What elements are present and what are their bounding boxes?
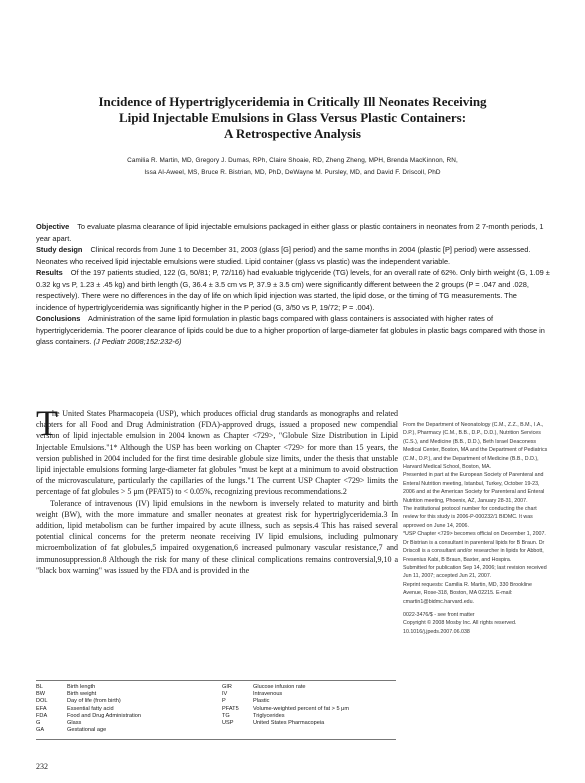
abbreviation-key: BL xyxy=(36,684,43,690)
sidebar-note: The institutional protocol number for conducting the chart review for this study is 2006-P-000232/1 BIDMC. It was approved on June 14, 2006. xyxy=(403,506,537,529)
abstract-design xyxy=(36,244,550,267)
abbreviation-value: Essential fatty acid xyxy=(67,705,114,712)
abbreviation-value: Birth length xyxy=(67,684,96,690)
abbreviation-row xyxy=(36,713,141,720)
abbreviation-row xyxy=(222,706,349,713)
sidebar-note: Presented in part at the European Society of Parenteral and Enteral Nutrition meeting, Istanbul, Turkey, October 19-23, 2006 and at the American Society for Parenteral and Enteral Nutrition meeting, Phoenix, AZ, January 28-31, 2007. xyxy=(403,472,545,504)
abbreviation-value: Glucose infusion rate xyxy=(253,684,306,690)
abbreviation-row xyxy=(222,684,349,691)
abbreviation-key: BW xyxy=(36,691,46,698)
drop-cap: T xyxy=(36,403,58,443)
abstract-objective xyxy=(36,221,550,244)
sidebar-note: Reprint requests: Camilia R. Martin, MD, 330 Brookline Avenue, Rose-318, Boston, MA 02215. E-mail: cmartin1@bidmc.harvard.edu. xyxy=(403,581,532,605)
abbreviation-value: Intravenous xyxy=(253,691,283,698)
abstract xyxy=(36,221,550,348)
sidebar-note: Submitted for publication Sep 14, 2006; last revision received Jun 11, 2007; accepted Jun 21, 2007. xyxy=(403,564,547,580)
sidebar-note: Dr Bistrian is a consultant in parenteral lipids for B Braun. Dr Driscoll is a consultant and/or researcher in lipids for Abbott, Fresenius Kabi, B Braun, Baxter, and Hospira. xyxy=(403,539,545,563)
author-line: Camilia R. Martin, MD, Gregory J. Dumas, RPh, Claire Shoaie, RD, Zheng Zheng, MPH, Brenda MacKinnon, RN, xyxy=(127,157,458,164)
abbreviation-key: FDA xyxy=(36,712,48,719)
abbreviation-row xyxy=(36,684,141,691)
sidebar-note: From the Department of Neonatology (C.M., Z.Z., B.M., I.A., D.P.), Pharmacy (C.M., B.B., D.P., D.D.), Nutrition Services (C.S.), and Medicine (B.B., D.D.), Beth Israel Deaconess Medical Center, Boston, MA and the Department of Pediatrics (C.M., D.P.), and the Department of Medicine (B.B., D.D.), Harvard Medical School, Boston, MA. xyxy=(403,422,548,471)
abbreviation-value: Day of life (from birth) xyxy=(67,698,121,705)
abbreviation-key: P xyxy=(222,698,226,705)
objective-heading: Objective xyxy=(36,222,70,231)
title-line: A Retrospective Analysis xyxy=(224,126,361,141)
abbreviations-column xyxy=(222,684,349,727)
body-paragraph: Tolerance of intravenous (IV) lipid emulsions in the newborn is inversely related to maturity and birth weight (BW), with the more immature and smaller neonates at greatest risk for hypertriglyceridemia.3 In addition, lipid metabolism can be further impaired by acute illness, such as sepsis.4 This has raised several potential clinical concerns for the preterm neonate receiving IV lipid emulsions, including pulmonary microembolization of fat globules,5 impaired oxygenation,6 increased pulmonary vascular resistance,7 and immunosuppression.8 Although the risk for many of these clinical complications remains controversial,9,10 a "black box warning" was issued by the FDA and is provided in the xyxy=(36,498,398,575)
abbreviation-value: Plastic xyxy=(253,698,270,705)
abbreviation-value: Volume-weighted percent of fat > 5 μm xyxy=(253,705,350,712)
abbreviation-key: USP xyxy=(222,720,234,727)
abbreviation-value: Glass xyxy=(67,720,82,727)
sidebar-note: 0022-3476/$ - see front matter xyxy=(403,611,475,618)
article-title xyxy=(40,94,545,142)
abbreviation-row xyxy=(36,706,141,713)
results-heading: Results xyxy=(36,268,63,277)
abbreviation-value: Birth weight xyxy=(67,691,97,698)
abbreviations-column xyxy=(36,684,141,734)
abbreviation-value: Gestational age xyxy=(67,727,107,734)
author-list xyxy=(40,155,545,179)
title-line: Incidence of Hypertriglyceridemia in Critically Ill Neonates Receiving xyxy=(98,94,487,109)
abbreviation-row xyxy=(36,720,141,727)
objective-text: To evaluate plasma clearance of lipid injectable emulsions packaged in either glass or plastic containers in neonates from 2 7-month periods, 1 year apart. xyxy=(36,222,544,243)
page-number: 232 xyxy=(36,762,48,771)
abbreviation-value: United States Pharmacopeia xyxy=(253,720,325,727)
affiliations-sidebar xyxy=(403,421,549,636)
body-text xyxy=(36,403,398,576)
body-paragraph-text: he United States Pharmacopeia (USP), which produces official drug standards as monographs and related chapters for all Food and Drug Administration (FDA)-approved drugs, issued a proposed new compendial version of lipid injectable emulsion in 2004 known as Chapter <729>, "Globule Size Distribution in Lipid Injectable Emulsions."1* Although the USP has been working on Chapter <729> for more than 15 years, the version published in 2004 included for the first time desirable globule size limits, under the thesis that unstable lipid injectable emulsions forming large-diameter fat globules "must be kept at a minimum to avoid obstruction of the microvasculature, particularly the capillaries of the lungs."1 The current USP Chapter <729> limits the percentage of fat globules > 5 μm (PFAT5) to < 0.05%, recognizing previous recommendations.2 xyxy=(36,409,398,497)
abstract-results xyxy=(36,267,550,313)
title-line: Lipid Injectable Emulsions in Glass Versus Plastic Containers: xyxy=(118,110,467,125)
sidebar-note: 10.1016/j.jpeds.2007.06.038 xyxy=(403,628,470,635)
abbreviation-key: PFAT5 xyxy=(222,705,239,712)
abbreviation-key: IV xyxy=(222,691,228,698)
sidebar-note: Copyright © 2008 Mosby Inc. All rights reserved. xyxy=(403,620,517,627)
conclusions-text: Administration of the same lipid formulation in plastic bags compared with glass containers is associated with higher rates of hypertriglyceridemia. The poorer clearance of lipids could be due to a higher proportion of large-diameter fat globules in plastic bags compared with those in glass containers. xyxy=(36,314,545,346)
abbreviation-key: GA xyxy=(36,727,45,734)
author-line: Issa Al-Aweel, MS, Bruce R. Bistrian, MD, PhD, DeWayne M. Pursley, MD, and David F. Driscoll, PhD xyxy=(144,169,441,176)
results-text: Of the 197 patients studied, 122 (G, 50/81; P, 72/116) had evaluable triglyceride (TG) levels, for an overall rate of 62%. Only birth weight (G, 1.09 ± 0.32 kg vs P, 1.23 ± .45 kg) and birth length (G, 36.4 ± 3.5 cm vs P, 37.9 ± 3.5 cm) were significantly different between the 2 groups (P = .047 and .028, respectively). There were no differences in the day of life on which lipid injection was started, the lipid dose, or the timing of TG measurements. The incidence of hypertriglyceridemia was significantly higher in the P period (G, 3/50 vs P, 19/72; P = .004). xyxy=(36,268,550,312)
design-heading: Study design xyxy=(36,245,83,254)
abbreviation-row xyxy=(222,720,349,727)
abbreviation-row xyxy=(222,691,349,698)
design-text: Clinical records from June 1 to December 31, 2003 (glass [G] period) and the same months in 2004 (plastic [P] period) were assessed. Neonates who received lipid injectable emulsions were studied. Lipid container (glass vs plastic) was the independent variable. xyxy=(36,245,531,266)
conclusions-heading: Conclusions xyxy=(36,314,81,323)
abbreviation-value: Triglycerides xyxy=(253,712,285,719)
abstract-conclusions xyxy=(36,313,550,348)
abbreviation-row xyxy=(36,727,141,734)
abbreviation-key: DOL xyxy=(36,698,48,705)
abbreviation-key: G xyxy=(36,720,41,727)
abbreviation-row xyxy=(222,698,349,705)
sidebar-note: *USP Chapter <729> becomes official on December 1, 2007. xyxy=(403,531,546,538)
abbreviation-key: GIR xyxy=(222,684,232,690)
body-paragraph xyxy=(36,403,398,498)
abbreviation-row xyxy=(36,698,141,705)
abbreviation-value: Food and Drug Administration xyxy=(67,712,142,719)
abbreviations-table xyxy=(36,680,396,740)
abbreviation-key: TG xyxy=(222,712,230,719)
abbreviation-row xyxy=(222,713,349,720)
citation: (J Pediatr 2008;152:232-6) xyxy=(93,337,182,346)
abbreviation-key: EFA xyxy=(36,705,47,712)
abbreviation-row xyxy=(36,691,141,698)
